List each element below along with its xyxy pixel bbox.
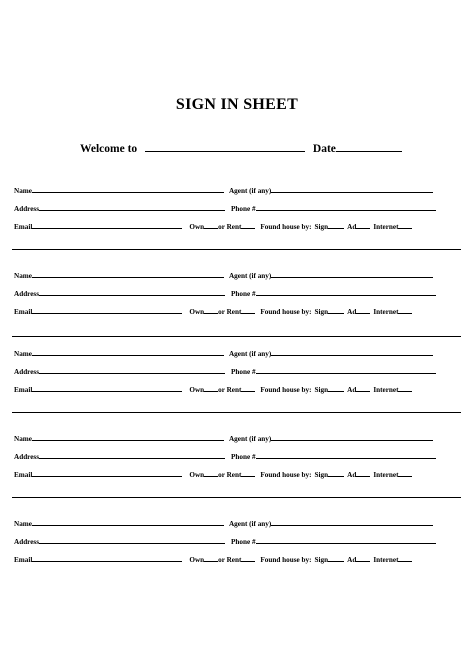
name-label: Name — [14, 350, 32, 358]
phone-field[interactable] — [256, 366, 436, 374]
name-agent-row — [14, 348, 433, 358]
sign-field[interactable] — [328, 469, 344, 477]
section-divider — [12, 249, 461, 250]
email-label: Email — [14, 556, 33, 564]
ad-field[interactable] — [356, 469, 370, 477]
address-field[interactable] — [39, 536, 225, 544]
page-title: SIGN IN SHEET — [175, 96, 299, 113]
address-label: Address — [14, 453, 40, 461]
name-label: Name — [14, 435, 32, 443]
phone-label: Phone # — [231, 290, 256, 298]
found-house-label: Found house by: — [260, 386, 312, 394]
email-field[interactable] — [32, 221, 182, 229]
address-phone-row — [14, 203, 436, 213]
or-rent-label: or Rent — [218, 308, 242, 316]
agent-field[interactable] — [271, 433, 433, 441]
address-label: Address — [14, 368, 40, 376]
phone-label: Phone # — [231, 538, 256, 546]
or-rent-label: or Rent — [218, 386, 242, 394]
email-field[interactable] — [32, 554, 182, 562]
ad-label: Ad — [347, 308, 357, 316]
sign-label: Sign — [314, 556, 329, 564]
address-field[interactable] — [39, 451, 225, 459]
phone-field[interactable] — [256, 203, 436, 211]
name-label: Name — [14, 520, 32, 528]
name-agent-row — [14, 270, 433, 280]
internet-label: Internet — [373, 556, 399, 564]
ad-field[interactable] — [356, 306, 370, 314]
phone-field[interactable] — [256, 451, 436, 459]
agent-field[interactable] — [271, 518, 433, 526]
email-label: Email — [14, 471, 33, 479]
name-field[interactable] — [32, 433, 224, 441]
found-house-label: Found house by: — [260, 223, 312, 231]
address-label: Address — [14, 538, 40, 546]
internet-field[interactable] — [398, 306, 412, 314]
email-field[interactable] — [32, 384, 182, 392]
date-blank[interactable] — [336, 140, 402, 152]
agent-label: Agent (if any) — [228, 272, 272, 280]
sign-field[interactable] — [328, 384, 344, 392]
email-details-row — [14, 469, 412, 479]
rent-field[interactable] — [241, 306, 255, 314]
phone-label: Phone # — [231, 205, 256, 213]
agent-label: Agent (if any) — [228, 350, 272, 358]
name-agent-row — [14, 433, 433, 443]
sign-label: Sign — [314, 223, 329, 231]
welcome-label: Welcome to — [80, 143, 138, 155]
or-rent-label: or Rent — [218, 556, 242, 564]
email-field[interactable] — [32, 306, 182, 314]
phone-label: Phone # — [231, 453, 256, 461]
found-house-label: Found house by: — [260, 308, 312, 316]
ad-label: Ad — [347, 471, 357, 479]
name-field[interactable] — [32, 185, 224, 193]
name-label: Name — [14, 272, 32, 280]
section-divider — [12, 497, 461, 498]
email-details-row — [14, 221, 412, 231]
agent-label: Agent (if any) — [228, 435, 272, 443]
own-field[interactable] — [204, 554, 218, 562]
address-field[interactable] — [39, 203, 225, 211]
own-label: Own — [189, 386, 205, 394]
name-field[interactable] — [32, 518, 224, 526]
own-label: Own — [189, 556, 205, 564]
name-field[interactable] — [32, 348, 224, 356]
welcome-blank[interactable] — [145, 140, 305, 152]
sign-field[interactable] — [328, 306, 344, 314]
agent-field[interactable] — [271, 348, 433, 356]
address-label: Address — [14, 290, 40, 298]
or-rent-label: or Rent — [218, 471, 242, 479]
agent-field[interactable] — [271, 270, 433, 278]
rent-field[interactable] — [241, 221, 255, 229]
ad-field[interactable] — [356, 384, 370, 392]
found-house-label: Found house by: — [260, 471, 312, 479]
name-field[interactable] — [32, 270, 224, 278]
address-phone-row — [14, 536, 436, 546]
sign-label: Sign — [314, 308, 329, 316]
internet-field[interactable] — [398, 221, 412, 229]
address-label: Address — [14, 205, 40, 213]
name-label: Name — [14, 187, 32, 195]
internet-label: Internet — [373, 223, 399, 231]
phone-field[interactable] — [256, 288, 436, 296]
own-label: Own — [189, 308, 205, 316]
section-divider — [12, 412, 461, 413]
address-phone-row — [14, 451, 436, 461]
section-divider — [12, 336, 461, 337]
ad-label: Ad — [347, 386, 357, 394]
own-field[interactable] — [204, 469, 218, 477]
own-field[interactable] — [204, 384, 218, 392]
email-field[interactable] — [32, 469, 182, 477]
internet-label: Internet — [373, 471, 399, 479]
email-details-row — [14, 554, 412, 564]
email-label: Email — [14, 223, 33, 231]
rent-field[interactable] — [241, 469, 255, 477]
agent-field[interactable] — [271, 185, 433, 193]
sign-field[interactable] — [328, 554, 344, 562]
ad-label: Ad — [347, 223, 357, 231]
own-field[interactable] — [204, 306, 218, 314]
internet-field[interactable] — [398, 554, 412, 562]
rent-field[interactable] — [241, 554, 255, 562]
phone-field[interactable] — [256, 536, 436, 544]
internet-field[interactable] — [398, 384, 412, 392]
address-phone-row — [14, 366, 436, 376]
or-rent-label: or Rent — [218, 223, 242, 231]
agent-label: Agent (if any) — [228, 187, 272, 195]
own-label: Own — [189, 471, 205, 479]
internet-field[interactable] — [398, 469, 412, 477]
phone-label: Phone # — [231, 368, 256, 376]
ad-field[interactable] — [356, 221, 370, 229]
own-label: Own — [189, 223, 205, 231]
name-agent-row — [14, 518, 433, 528]
found-house-label: Found house by: — [260, 556, 312, 564]
internet-label: Internet — [373, 308, 399, 316]
own-field[interactable] — [204, 221, 218, 229]
ad-field[interactable] — [356, 554, 370, 562]
address-field[interactable] — [39, 366, 225, 374]
email-details-row — [14, 306, 412, 316]
address-field[interactable] — [39, 288, 225, 296]
sign-label: Sign — [314, 471, 329, 479]
agent-label: Agent (if any) — [228, 520, 272, 528]
email-label: Email — [14, 386, 33, 394]
email-label: Email — [14, 308, 33, 316]
welcome-line — [80, 140, 402, 155]
address-phone-row — [14, 288, 436, 298]
date-label: Date — [312, 143, 336, 155]
sign-label: Sign — [314, 386, 329, 394]
sign-field[interactable] — [328, 221, 344, 229]
ad-label: Ad — [347, 556, 357, 564]
internet-label: Internet — [373, 386, 399, 394]
rent-field[interactable] — [241, 384, 255, 392]
name-agent-row — [14, 185, 433, 195]
email-details-row — [14, 384, 412, 394]
